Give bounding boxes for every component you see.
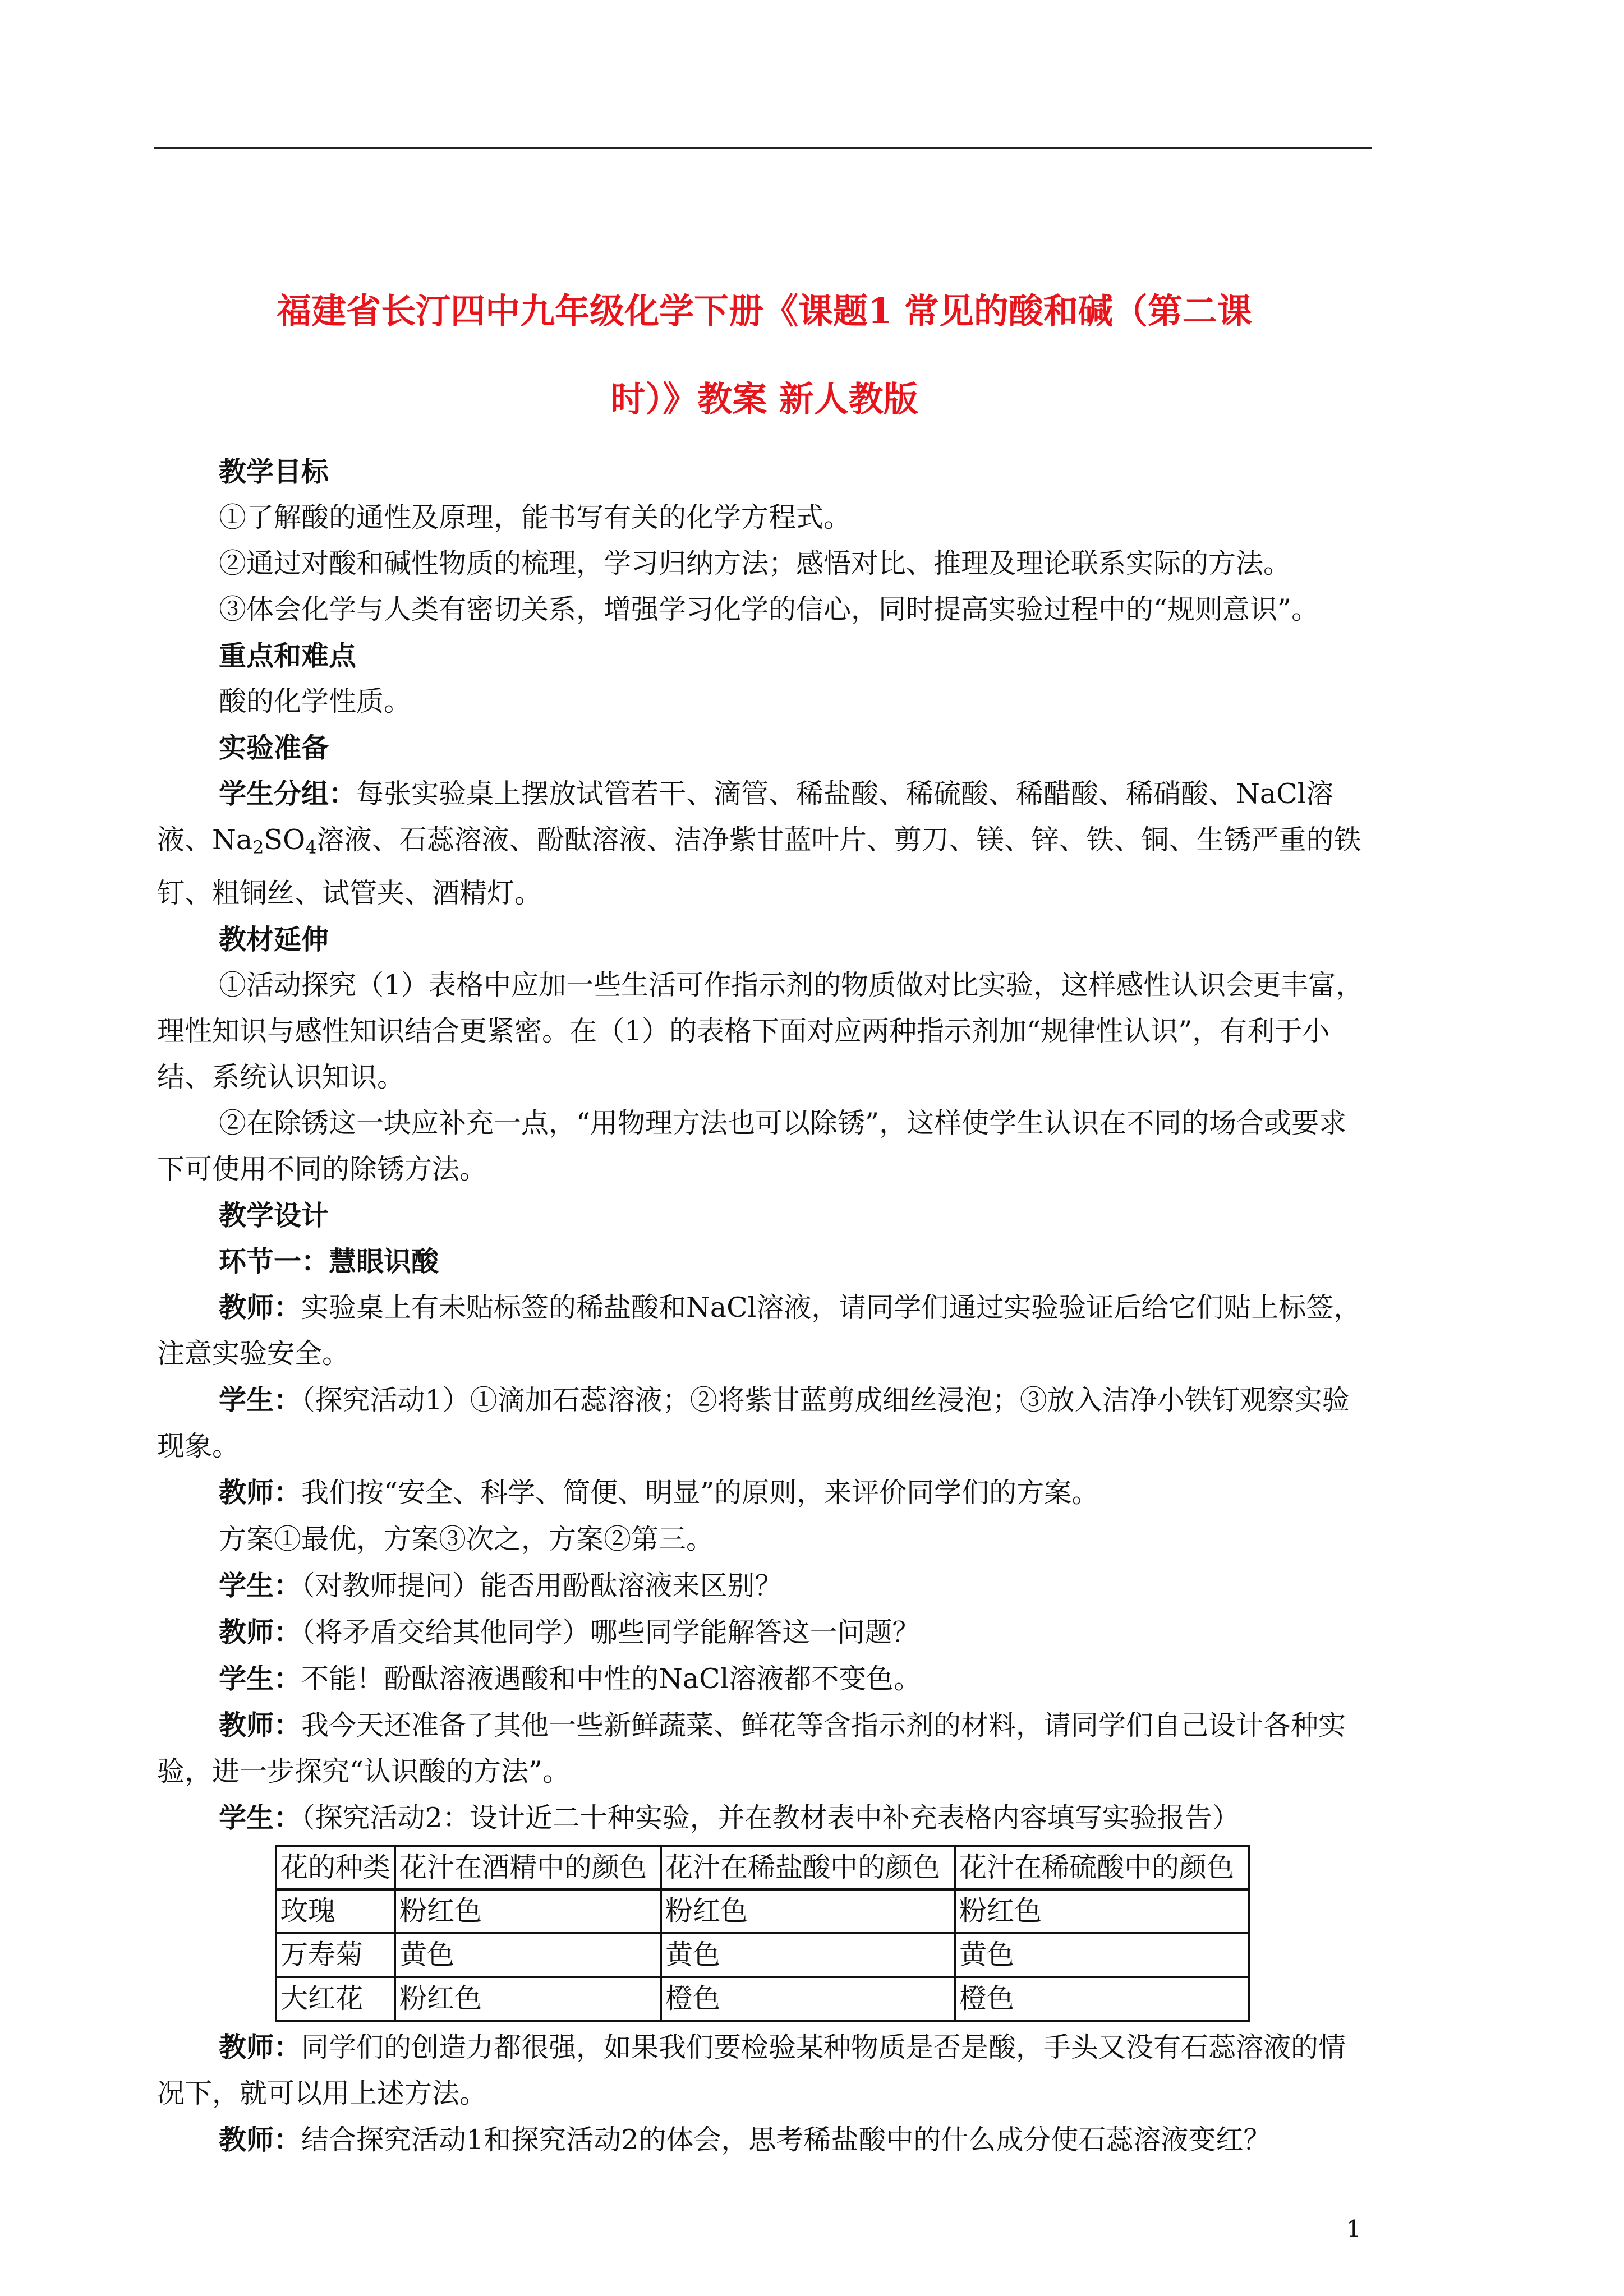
table-row <box>276 1889 1249 1933</box>
table-cell: 玫瑰 <box>276 1889 395 1933</box>
table-header-cell: 花汁在稀硫酸中的颜色 <box>955 1846 1249 1889</box>
speaker: 学生： <box>219 1662 302 1695</box>
table-header-row <box>276 1846 1249 1889</box>
dialogue-text: 方案①最优，方案③次之，方案②第三。 <box>219 1523 714 1555</box>
dialogue-line <box>157 2117 1369 2163</box>
table-cell: 黄色 <box>661 1933 955 1977</box>
section-heading: 环节一：慧眼识酸 <box>219 1245 439 1278</box>
dialogue-line <box>157 1795 1369 1841</box>
dialogue-text: （将矛盾交给其他同学）哪些同学能解答这一问题？ <box>301 1616 920 1648</box>
dialogue-line <box>157 1702 1369 1795</box>
table-cell: 橙色 <box>661 1977 955 2021</box>
table-cell: 粉红色 <box>395 1889 661 1933</box>
table-cell: 橙色 <box>955 1977 1249 2021</box>
prep-sub1: 2 <box>252 837 264 858</box>
dialogue-line <box>157 2024 1369 2117</box>
document-body <box>157 449 1369 2163</box>
dialogue-text: 我们按“安全、科学、简便、明显”的原则，来评价同学们的方案。 <box>301 1477 1099 1509</box>
speaker: 教师： <box>219 2031 302 2063</box>
table-header-cell: 花汁在稀盐酸中的颜色 <box>661 1846 955 1889</box>
speaker: 教师： <box>219 1616 302 1648</box>
page-title-line1: 福建省长汀四中九年级化学下册《课题1 常见的酸和碱（第二课 <box>277 291 1252 331</box>
table-row <box>276 1977 1249 2021</box>
design-heading: 教学设计 <box>219 1199 329 1232</box>
table-cell: 万寿菊 <box>276 1933 395 1977</box>
table-cell: 黄色 <box>955 1933 1249 1977</box>
page-number: 1 <box>1346 2215 1361 2243</box>
dialogue-line <box>157 1377 1369 1469</box>
table-header-cell: 花汁在酒精中的颜色 <box>395 1846 661 1889</box>
dialogue-line <box>157 1609 1369 1656</box>
speaker: 学生： <box>219 1569 302 1602</box>
prep-text-c: 溶液、石蕊溶液、酚酞溶液、洁净紫甘蓝叶片、剪刀、镁、锌、铁、铜、生锈严重的铁钉、粗铜丝、试管夹、酒精灯。 <box>157 824 1361 909</box>
goal-item: ①了解酸的通性及原理，能书写有关的化学方程式。 <box>219 501 852 533</box>
prep-heading: 实验准备 <box>219 731 329 764</box>
dialogue-text: 结合探究活动1和探究活动2的体会，思考稀盐酸中的什么成分使石蕊溶液变红？ <box>301 2124 1271 2156</box>
dialogue-line <box>157 1562 1369 1609</box>
table-row <box>276 1933 1249 1977</box>
dialogue-text: （对教师提问）能否用酚酞溶液来区别？ <box>301 1570 783 1602</box>
prep-text-a: 每张实验桌上摆放试管若干、滴管、稀盐酸、稀硫酸、稀醋酸、稀硝酸、NaCl溶液、Na <box>157 778 1334 856</box>
extension-item: ①活动探究（1）表格中应加一些生活可作指示剂的物质做对比实验，这样感性认识会更丰富，理性知识与感性知识结合更紧密。在（1）的表格下面对应两种指示剂加“规律性认识”，有利于小结、系统认识知识。 <box>157 969 1364 1093</box>
goals-heading: 教学目标 <box>219 455 329 488</box>
goal-item: ③体会化学与人类有密切关系，增强学习化学的信心，同时提高实验过程中的“规则意识”。 <box>219 593 1319 625</box>
prep-paragraph <box>157 771 1369 916</box>
table-cell: 粉红色 <box>955 1889 1249 1933</box>
extension-heading: 教材延伸 <box>219 923 329 956</box>
dialogue-line <box>157 1469 1369 1516</box>
speaker: 教师： <box>219 1709 302 1741</box>
extension-item: ②在除锈这一块应补充一点，“用物理方法也可以除锈”，这样使学生认识在不同的场合或要求下可使用不同的除锈方法。 <box>157 1107 1347 1185</box>
key-text: 酸的化学性质。 <box>219 685 412 717</box>
speaker: 学生： <box>219 1801 302 1834</box>
dialogue-line <box>157 1656 1369 1702</box>
table-cell: 粉红色 <box>395 1977 661 2021</box>
page-title-line2: 时）》教案 新人教版 <box>610 379 918 419</box>
table-cell: 大红花 <box>276 1977 395 2021</box>
header-rule <box>154 147 1372 149</box>
speaker: 教师： <box>219 1291 302 1324</box>
dialogue-text: 实验桌上有未贴标签的稀盐酸和NaCl溶液，请同学们通过实验验证后给它们贴上标签，注意实验安全。 <box>157 1292 1361 1370</box>
dialogue-text: （探究活动2：设计近二十种实验，并在教材表中补充表格内容填写实验报告） <box>301 1802 1240 1834</box>
speaker: 教师： <box>219 2123 302 2156</box>
prep-label: 学生分组： <box>219 777 357 810</box>
prep-text-b: SO <box>264 824 306 856</box>
speaker: 学生： <box>219 1384 302 1416</box>
dialogue-line <box>157 1516 1369 1562</box>
speaker: 教师： <box>219 1476 302 1509</box>
key-heading: 重点和难点 <box>219 639 357 672</box>
dialogue-text: （探究活动1）①滴加石蕊溶液；②将紫甘蓝剪成细丝浸泡；③放入洁净小铁钉观察实验现象。 <box>157 1384 1350 1462</box>
table-header-cell: 花的种类 <box>276 1846 395 1889</box>
dialogue-text: 我今天还准备了其他一些新鲜蔬菜、鲜花等含指示剂的材料，请同学们自己设计各种实验，进一步探究“认识酸的方法”。 <box>157 1709 1346 1787</box>
table-cell: 黄色 <box>395 1933 661 1977</box>
dialogue-line <box>157 1284 1369 1377</box>
prep-sub2: 4 <box>305 837 317 858</box>
dialogue-text: 同学们的创造力都很强，如果我们要检验某种物质是否是酸，手头又没有石蕊溶液的情况下，就可以用上述方法。 <box>157 2031 1346 2109</box>
dialogue-text: 不能！酚酞溶液遇酸和中性的NaCl溶液都不变色。 <box>301 1663 922 1695</box>
table-cell: 粉红色 <box>661 1889 955 1933</box>
goal-item: ②通过对酸和碱性物质的梳理，学习归纳方法；感悟对比、推理及理论联系实际的方法。 <box>219 547 1291 579</box>
flower-color-table <box>275 1845 1250 2022</box>
